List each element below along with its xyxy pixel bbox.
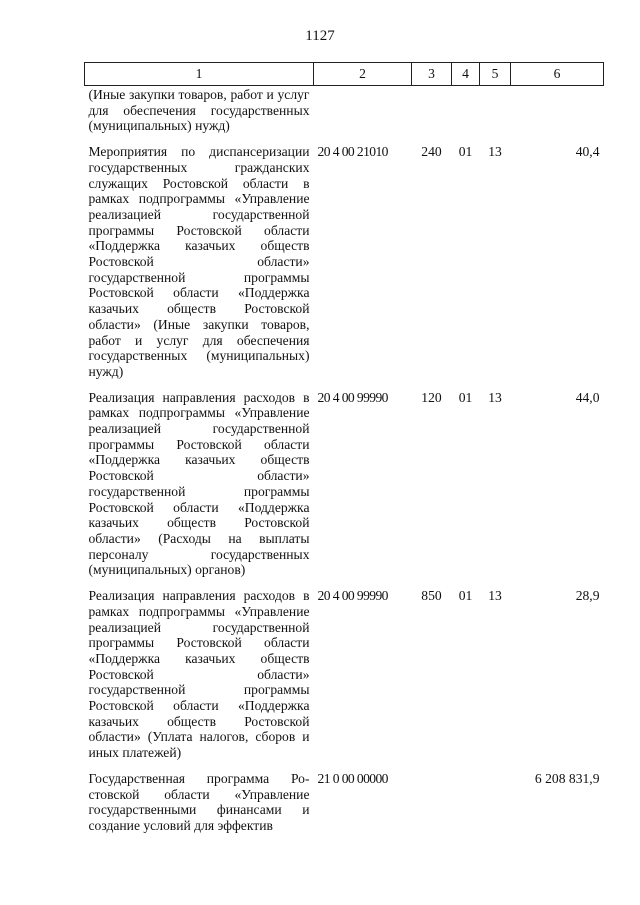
row-amount: 28,9 bbox=[575, 588, 600, 604]
row-subsection: 13 bbox=[488, 144, 502, 160]
table-row bbox=[85, 384, 604, 582]
row-subsection: 13 bbox=[488, 389, 502, 405]
row-section bbox=[452, 86, 480, 139]
row-target-code: 20 4 00 99990 bbox=[317, 389, 388, 405]
row-expense-type: 120 bbox=[421, 389, 442, 405]
table-row bbox=[85, 582, 604, 765]
table-row bbox=[85, 86, 604, 139]
row-expense-type: 240 bbox=[421, 144, 442, 160]
row-amount bbox=[511, 86, 604, 139]
budget-table bbox=[84, 62, 604, 838]
row-section: 01 bbox=[458, 389, 473, 405]
column-header-2: 2 bbox=[314, 63, 412, 86]
row-section: 01 bbox=[458, 588, 473, 604]
page-number: 1127 bbox=[305, 28, 335, 44]
row-target-code bbox=[314, 86, 412, 139]
row-target-code: 21 0 00 00000 bbox=[317, 770, 388, 786]
row-expense-type bbox=[412, 765, 452, 838]
row-description: Реализация направления расходов в рамках подпрограммы «Управление реализацией государственной программы Ростовской области «Поддержка казачьих обществ Ростовской области» государственной программы Ростовской области «Поддержка казачьих обществ Ростовской области» (Уплата налогов, сборов и иных платежей) bbox=[88, 588, 310, 761]
row-section bbox=[452, 765, 480, 838]
column-header-6: 6 bbox=[511, 63, 604, 86]
table-header-row bbox=[85, 63, 604, 86]
row-target-code: 20 4 00 99990 bbox=[317, 588, 388, 604]
row-subsection bbox=[480, 765, 511, 838]
column-header-4: 4 bbox=[452, 63, 480, 86]
row-target-code: 20 4 00 21010 bbox=[317, 144, 388, 160]
column-header-1: 1 bbox=[85, 63, 314, 86]
row-section: 01 bbox=[458, 144, 473, 160]
column-header-5: 5 bbox=[480, 63, 511, 86]
row-amount: 40,4 bbox=[575, 144, 600, 160]
table-row bbox=[85, 138, 604, 384]
row-subsection bbox=[480, 86, 511, 139]
row-amount: 6 208 831,9 bbox=[534, 770, 600, 786]
row-subsection: 13 bbox=[488, 588, 502, 604]
row-expense-type: 850 bbox=[421, 588, 442, 604]
row-amount: 44,0 bbox=[575, 389, 600, 405]
table-row bbox=[85, 765, 604, 838]
column-header-3: 3 bbox=[412, 63, 452, 86]
row-expense-type bbox=[412, 86, 452, 139]
row-description: Реализация направления расходов в рамках подпрограммы «Управление реализацией государственной программы Ростовской области «Поддержка казачьих обществ Ростовской области» государственной программы Ростовской области «Поддержка казачьих обществ Ростовской области» (Расходы на выплаты персоналу государственных (муниципальных) органов) bbox=[88, 389, 310, 578]
row-description: Мероприятия по диспансеризации государственных гражданских служащих Ростовской области в рамках подпрограммы «Управление реализацией государственной программы Ростовской области «Поддержка казачьих обществ Ростовской области» государственной программы Ростовской области «Поддержка казачьих обществ Ростовской области» (Иные закупки товаров, работ и услуг для обеспечения государственных (муниципальных) нужд) bbox=[88, 144, 310, 379]
row-description: Государственная программа Ростовской области «Управление государственными финансами и создание условий для эффектив bbox=[88, 770, 310, 833]
row-description: (Иные закупки товаров, работ и услуг для обеспечения государственных (муниципальных) нужд) bbox=[88, 87, 310, 134]
